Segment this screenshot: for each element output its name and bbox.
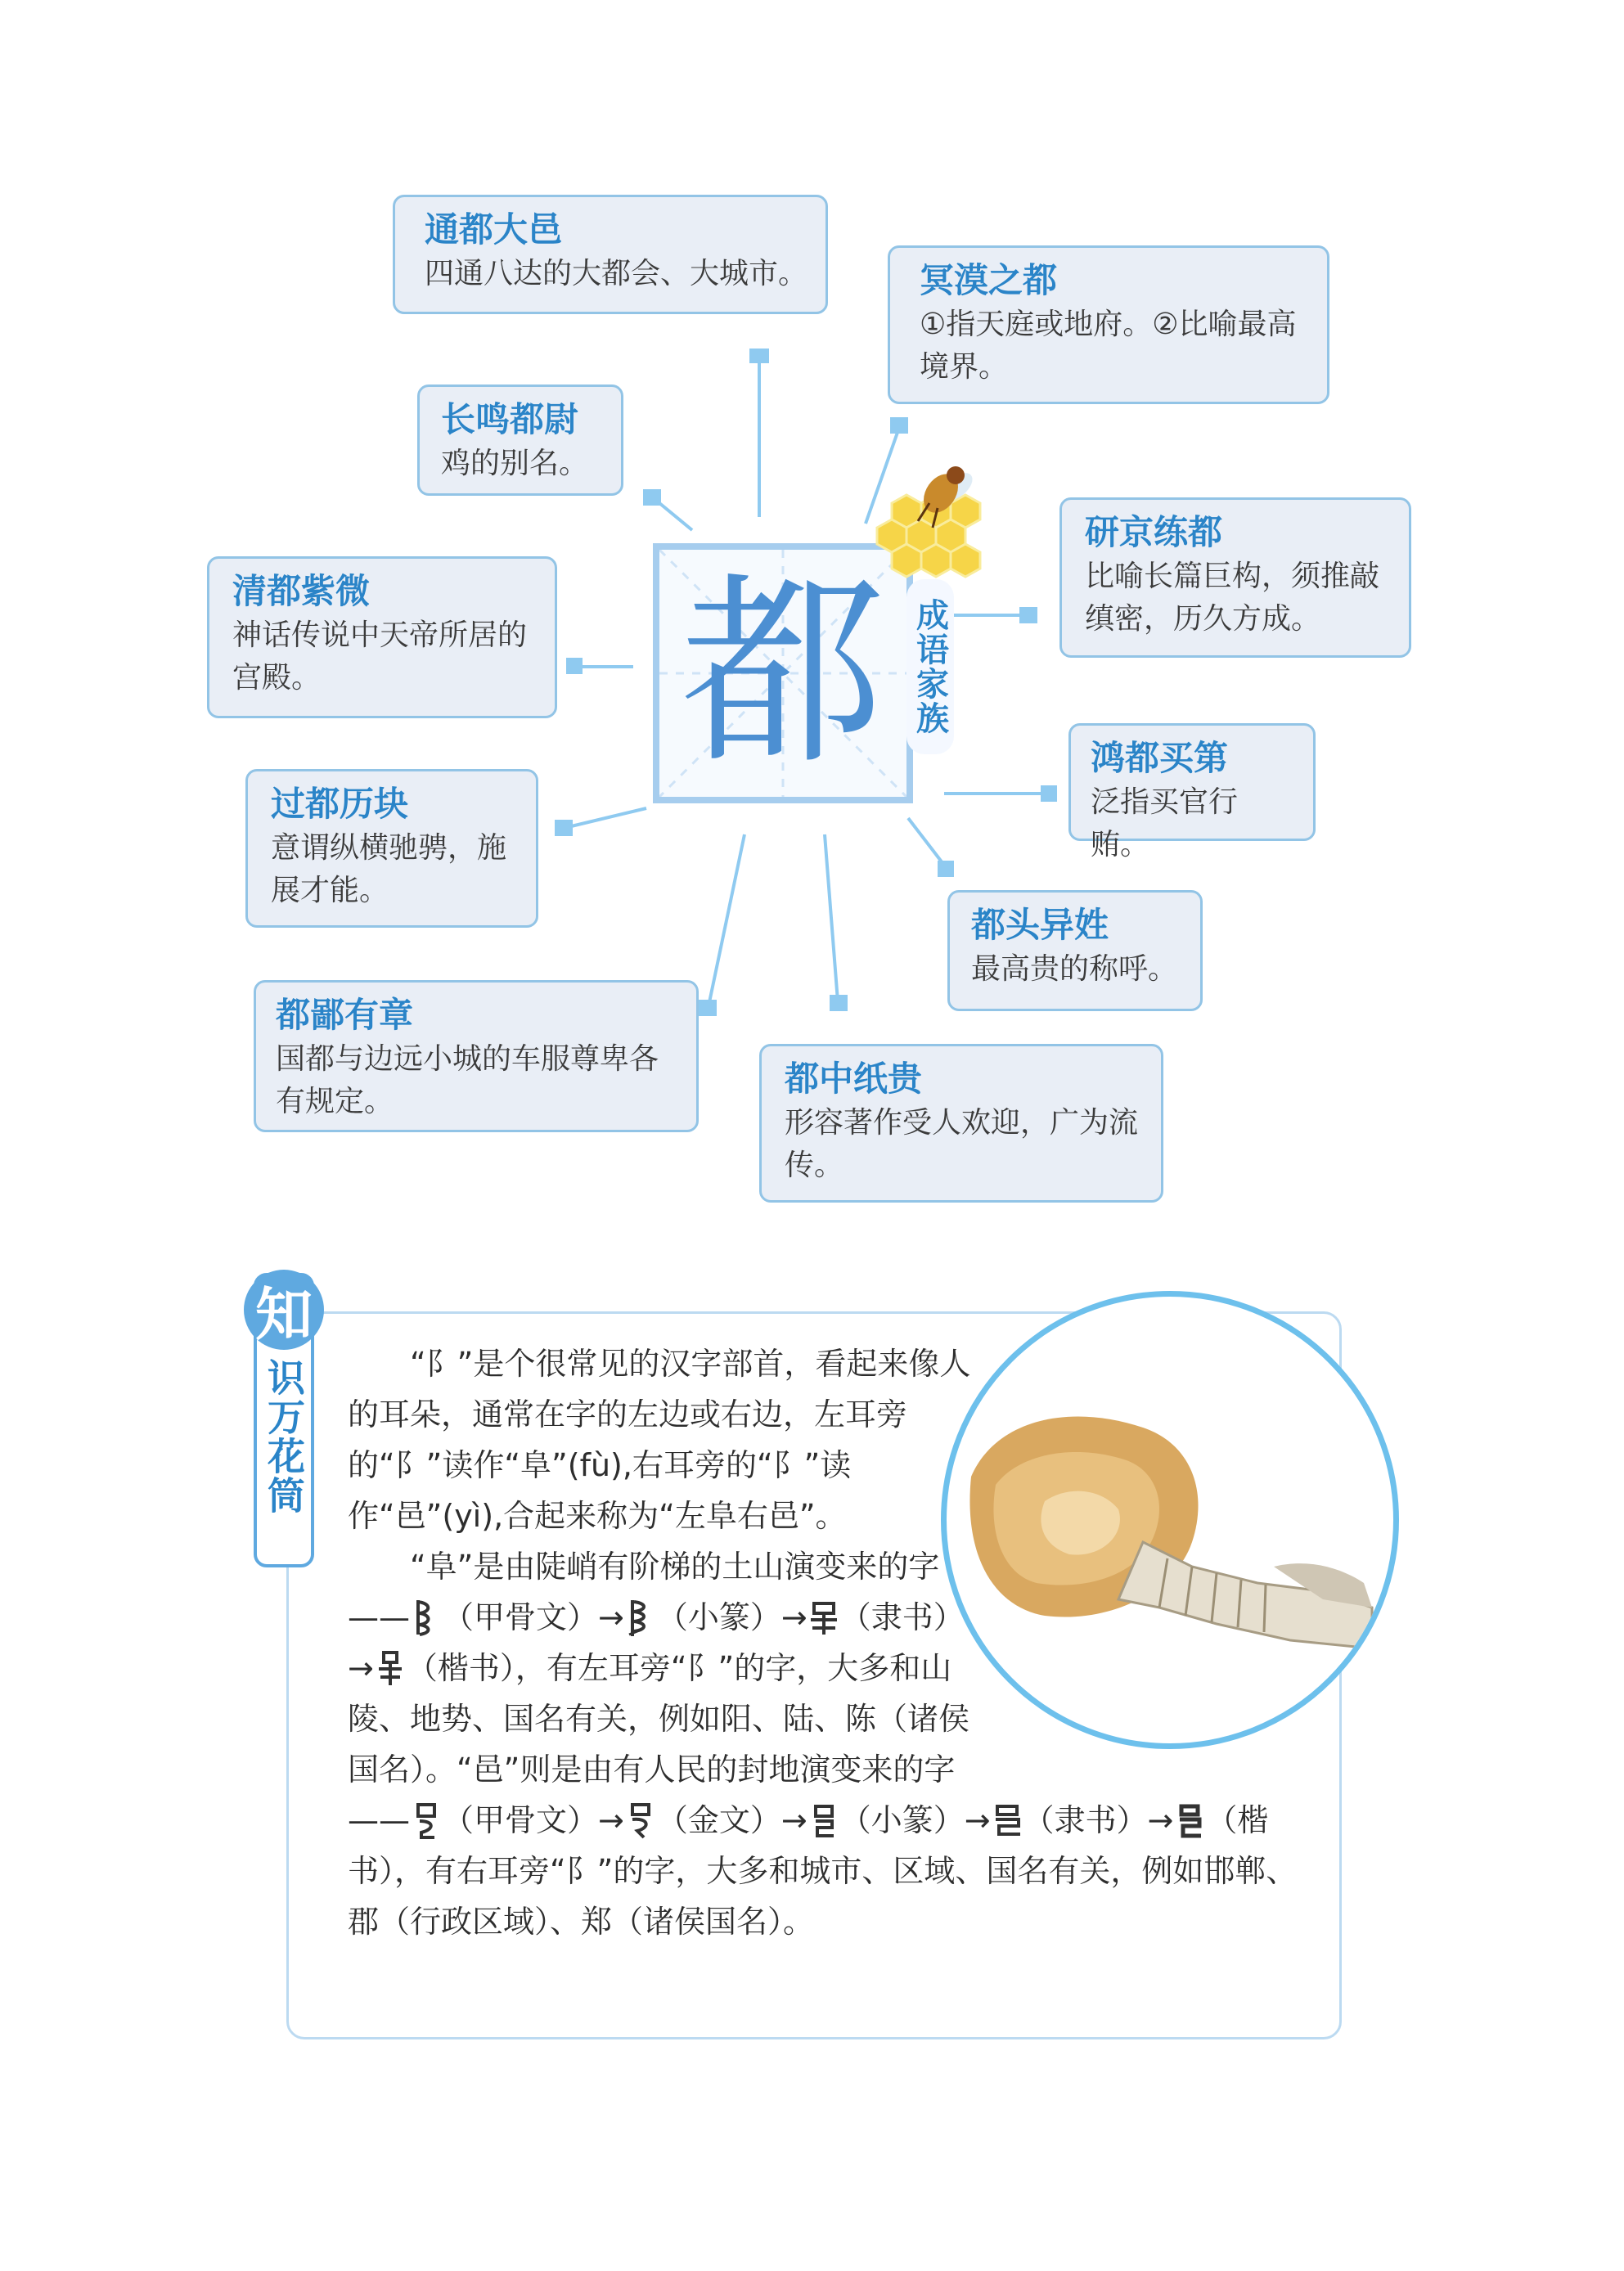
idiom-card xyxy=(947,890,1203,1011)
yi-clerical-glyph xyxy=(991,1800,1023,1841)
idiom-description: 泛指买官行贿。 xyxy=(1091,785,1239,861)
idiom-title: 长鸣都尉 xyxy=(441,399,579,439)
idiom-title: 过都历块 xyxy=(271,784,409,824)
knowledge-tab-title: 识万花筒 xyxy=(262,1358,306,1515)
idiom-title: 都头异姓 xyxy=(971,905,1109,945)
knowledge-tab-badge: 知 xyxy=(244,1270,324,1350)
idiom-description: 国都与边远小城的车服尊卑各有规定。 xyxy=(276,1042,659,1118)
idiom-card xyxy=(207,556,557,718)
idiom-title: 清都紫微 xyxy=(232,571,371,611)
idiom-title: 通都大邑 xyxy=(425,209,563,250)
knowledge-paragraph-1: “阝”是个很常见的汉字部首，看起来像人的耳朵，通常在字的左边或右边，左耳旁的“阝”读作“阜”(fù),右耳旁的“阝”读作“邑”(yì),合起来称为“左阜右邑”。 xyxy=(348,1346,971,1534)
idiom-card xyxy=(417,384,623,496)
yi-seal-glyph xyxy=(808,1800,840,1841)
text-run: “阜”是由陡峭有阶梯的土山演变来的字—— xyxy=(348,1549,940,1635)
idiom-card xyxy=(1059,497,1411,658)
text-wrap-spacer xyxy=(978,1338,1305,1754)
yi-oracle-glyph xyxy=(410,1800,443,1841)
text-run: （甲骨文）→ xyxy=(443,1599,624,1635)
central-character: 都 xyxy=(681,554,885,792)
idiom-card xyxy=(254,980,699,1132)
idiom-card xyxy=(245,769,538,928)
idiom-description: 意谓纵横驰骋，施展才能。 xyxy=(271,831,507,907)
idiom-card xyxy=(759,1044,1163,1203)
idiom-card xyxy=(888,245,1329,404)
idiom-title: 都鄙有章 xyxy=(276,995,414,1035)
idiom-description: 比喻长篇巨构，须推敲缜密，历久方成。 xyxy=(1085,560,1380,636)
idiom-card xyxy=(1068,723,1316,861)
yi-bronze-glyph xyxy=(624,1800,657,1841)
fu-clerical-glyph xyxy=(808,1597,840,1638)
text-run: （隶书）→ xyxy=(1023,1802,1174,1838)
text-run: （甲骨文）→ xyxy=(443,1802,624,1838)
idiom-title: 都中纸贵 xyxy=(785,1059,923,1099)
yi-regular-glyph xyxy=(1173,1800,1206,1841)
fu-seal-glyph xyxy=(624,1597,657,1638)
fu-regular-glyph xyxy=(374,1648,407,1689)
idiom-description: 形容著作受人欢迎，广为流传。 xyxy=(785,1106,1139,1182)
idiom-description: 四通八达的大都会、大城市。 xyxy=(425,257,808,290)
idiom-card xyxy=(393,195,828,314)
text-run: （楷书），有左耳旁“阝”的字，大多和山陵、地势、国名有关，例如阳、陆、陈（诸侯国名）。“邑”则是由有人民的封地演变来的字—— xyxy=(348,1650,970,1838)
idiom-description: ①指天庭或地府。②比喻最高境界。 xyxy=(920,308,1297,384)
text-run: （金文）→ xyxy=(656,1802,808,1838)
idiom-title: 鸿都买第 xyxy=(1091,738,1229,778)
text-run: （小篆）→ xyxy=(656,1599,808,1635)
idiom-title: 研京练都 xyxy=(1085,512,1223,552)
idiom-title: 冥漠之都 xyxy=(920,260,1058,300)
text-run: （楷书），有右耳旁“阝”的字，大多和城市、区域、国名有关，例如邯郸、郡（行政区域）、郑（诸侯国名）。 xyxy=(348,1802,1298,1940)
idiom-family-tag: 成语家族 xyxy=(906,579,954,754)
text-run: （小篆）→ xyxy=(839,1802,991,1838)
idiom-description: 神话传说中天帝所居的宫殿。 xyxy=(232,618,528,695)
fu-oracle-glyph xyxy=(410,1597,443,1638)
idiom-description: 最高贵的称呼。 xyxy=(971,952,1178,986)
idiom-description: 鸡的别名。 xyxy=(441,447,589,480)
knowledge-text xyxy=(348,1338,1305,1947)
text-run: （隶书）→ xyxy=(348,1599,965,1686)
